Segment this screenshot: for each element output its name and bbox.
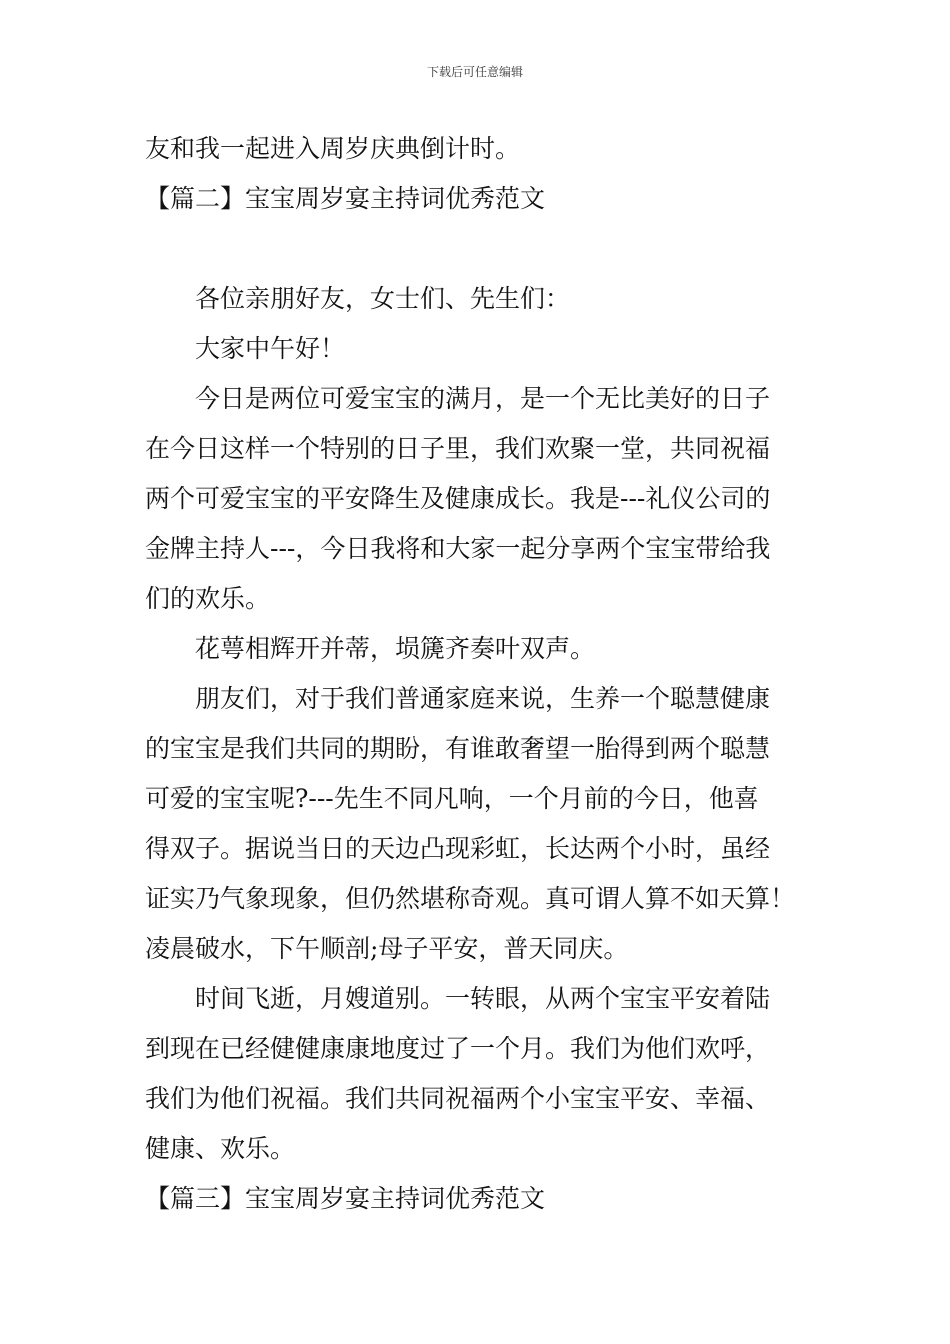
section-heading-3: 【篇三】宝宝周岁宴主持词优秀范文 [145, 1184, 546, 1213]
text-line: 两个可爱宝宝的平安降生及健康成长。我是---礼仪公司的 [145, 484, 771, 513]
blank-line [145, 224, 810, 274]
text-line: 健康、欢乐。 [145, 1134, 296, 1163]
text-line: 时间飞逝，月嫂道别。一转眼，从两个宝宝平安着陆 [195, 984, 771, 1013]
text-line: 们的欢乐。 [145, 584, 271, 613]
text-line: 大家中午好！ [195, 334, 346, 363]
text-line: 在今日这样一个特别的日子里，我们欢聚一堂，共同祝福 [145, 434, 771, 463]
text-line: 友和我一起进入周岁庆典倒计时。 [145, 134, 521, 163]
text-line: 花萼相辉开并蒂，埙篪齐奏叶双声。 [195, 634, 596, 663]
text-line: 各位亲朋好友，女士们、先生们： [195, 284, 571, 313]
text-line: 朋友们，对于我们普通家庭来说，生养一个聪慧健康 [195, 684, 771, 713]
text-line: 到现在已经健健康康地度过了一个月。我们为他们欢呼， [145, 1034, 771, 1063]
text-line: 的宝宝是我们共同的期盼，有谁敢奢望一胎得到两个聪慧 [145, 734, 771, 763]
page-header-note: 下载后可任意编辑 [426, 65, 523, 79]
text-line: 得双子。据说当日的天边凸现彩虹，长达两个小时，虽经 [145, 834, 771, 863]
section-heading-2: 【篇二】宝宝周岁宴主持词优秀范文 [145, 184, 546, 213]
text-line: 金牌主持人---，今日我将和大家一起分享两个宝宝带给我 [145, 534, 771, 563]
document-body [145, 124, 810, 1224]
text-line: 凌晨破水，下午顺剖;母子平安，普天同庆。 [145, 934, 629, 963]
text-line: 可爱的宝宝呢?---先生不同凡响，一个月前的今日，他喜 [145, 784, 759, 813]
text-line: 我们为他们祝福。我们共同祝福两个小宝宝平安、幸福、 [145, 1084, 771, 1113]
text-line: 证实乃气象现象，但仍然堪称奇观。真可谓人算不如天算！ [145, 884, 796, 913]
text-line: 今日是两位可爱宝宝的满月，是一个无比美好的日子 [195, 384, 771, 413]
